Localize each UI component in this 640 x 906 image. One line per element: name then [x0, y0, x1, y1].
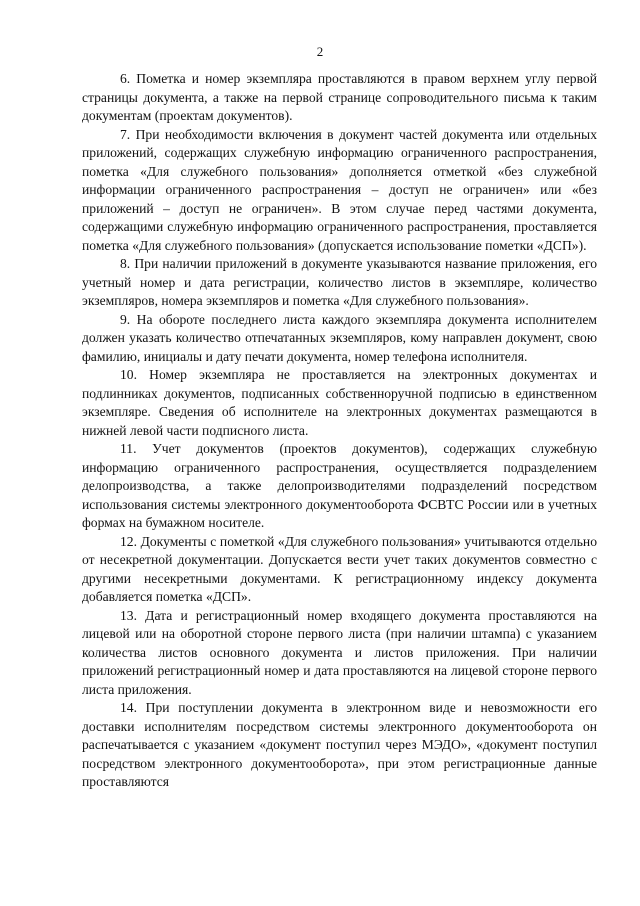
- page-number: 2: [316, 44, 324, 59]
- paragraph-item-7: 7. При необходимости включения в документ частей документа или отдельных приложений, содержащих служебную информацию ограниченного распространения, пометка «Для служебного пользования» дополняется отметкой «без служебной информации ограниченного распространения – доступ не ограничен» или «без приложений – доступ не ограничен». В этом случае перед частями документа, содержащими служебную информацию ограниченного распространения, проставляется пометка «Для служебного пользования» (допускается использование пометки «ДСП»).: [82, 126, 597, 253]
- paragraph-item-14: 14. При поступлении документа в электронном виде и невозможности его доставки исполнителям посредством системы электронного документооборота он распечатывается с указанием «документ поступил через МЭДО», «документ поступил посредством электронного документооборота», при этом регистрационные данные проставляются: [82, 700, 597, 789]
- document-body: [82, 70, 597, 792]
- paragraph-item-8: 8. При наличии приложений в документе указываются название приложения, его учетный номер и дата регистрации, количество листов в экземпляре, количество экземпляров, номера экземпляров и пометка «Для служебного пользования».: [82, 256, 597, 308]
- paragraph-item-11: 11. Учет документов (проектов документов), содержащих служебную информацию ограниченного распространения, осуществляется подразделением делопроизводства, а также делопроизводителями подразделений посредством использования системы электронного документооборота ФСВТС России или в учетных формах на бумажном носителе.: [82, 441, 597, 530]
- paragraph-item-9: 9. На обороте последнего листа каждого экземпляра документа исполнителем должен указать количество отпечатанных экземпляров, кому направлен документ, свою фамилию, инициалы и дату печати документа, номер телефона исполнителя.: [82, 311, 597, 364]
- paragraph-item-10: 10. Номер экземпляра не проставляется на электронных документах и подлинниках документов, подписанных собственноручной подписью в единственном экземпляре. Сведения об исполнителе на электронных документах размещаются в нижней левой части подписного листа.: [82, 367, 597, 438]
- paragraph-item-6: 6. Пометка и номер экземпляра проставляются в правом верхнем углу первой страницы документа, а также на первой странице сопроводительного письма к таким документам (проектам документов).: [82, 71, 597, 123]
- paragraph-item-13: 13. Дата и регистрационный номер входящего документа проставляются на лицевой или на оборотной стороне первого листа (при наличии штампа) с указанием количества листов основного документа и листов приложения. При наличии приложений регистрационный номер и дата проставляются на лицевой стороне первого листа приложения.: [82, 607, 597, 697]
- paragraph-item-12: 12. Документы с пометкой «Для служебного пользования» учитываются отдельно от несекретной документации. Допускается вести учет таких документов совместно с другими несекретными документами. К регистрационному индексу документа добавляется пометка «ДСП».: [82, 533, 597, 604]
